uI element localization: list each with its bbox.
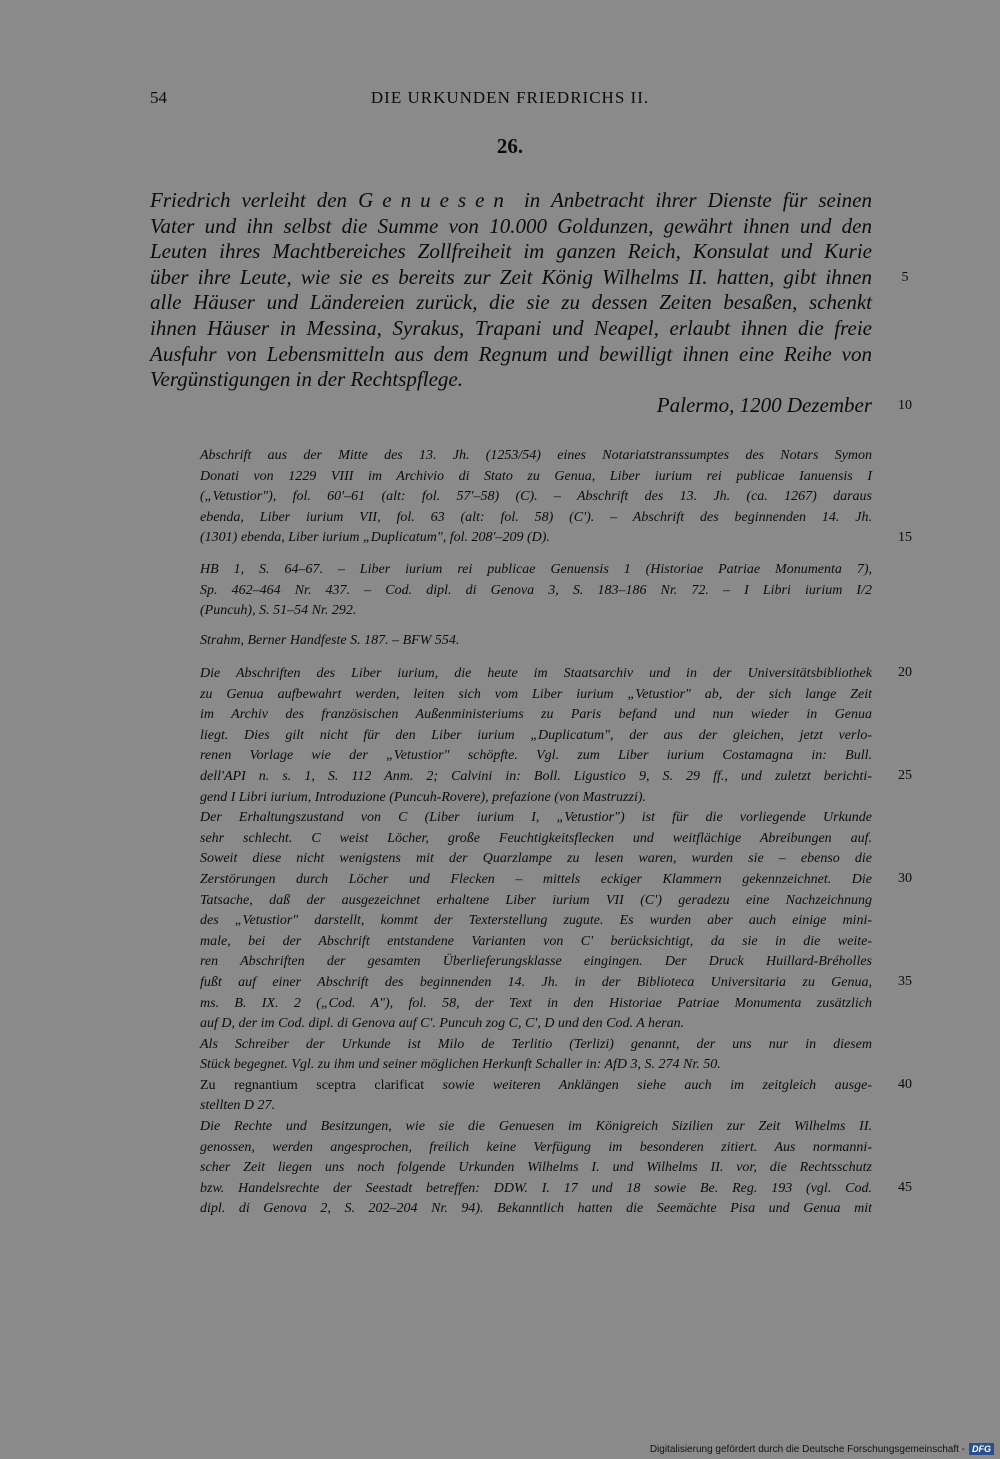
line-number: 25 [898, 768, 912, 783]
quoted-phrase: Zu regnantium sceptra clarificat [200, 1077, 425, 1093]
document-number: 26. [496, 134, 524, 158]
regest-line: ihnen Häuser in Messina, Syrakus, Trapani und Neapel, erlaubt ihnen die freie [150, 315, 872, 340]
note-line: liegt. Dies gilt nicht für den Liber iurium „Duplicatum", der aus der gleichen, jetzt verlo- [200, 727, 872, 743]
regesta-note [200, 631, 872, 652]
note-line: Der Erhaltungszustand von C (Liber iurium I, „Vetustior") ist für die vorliegende Urkunde [200, 810, 872, 826]
note-line: male, bei der Abschrift entstandene Varianten von C' berücksichtigt, da sie in die weite- [200, 933, 872, 949]
line-number: 30 [898, 871, 912, 886]
note-line: ms. B. IX. 2 („Cod. A"), fol. 58, der Text in den Historiae Patriae Monumenta zusätzlich [200, 995, 872, 1011]
note-line: fußt auf einer Abschrift des beginnenden 14. Jh. in der Biblioteca Universitaria zu Genua, [200, 974, 872, 990]
running-header [150, 88, 870, 114]
note-line: Tatsache, daß der ausgezeichnet erhaltene Liber iurium VII (C') geradezu eine Nachzeichnung [200, 892, 872, 908]
line-number: 15 [898, 530, 912, 545]
page-number: 54 [150, 88, 167, 107]
regest [150, 188, 872, 418]
note-line: ren Abschriften der gesamten Überlieferungsklasse eingingen. Der Druck Huillard-Bréholles [200, 954, 872, 970]
dating-clause: Palermo, 1200 Dezember [656, 392, 872, 417]
note-line: des „Vetustior" darstellt, kommt der Texterstellung zugute. Es wurden aber auch einige mini- [200, 913, 872, 929]
line-number: 10 [898, 398, 912, 413]
commentary [200, 664, 872, 1220]
line-number: 20 [898, 665, 912, 680]
digitization-credit [650, 1443, 994, 1455]
note-line: bzw. Handelsrechte der Seestadt betreffen: DDW. I. 17 und 18 sowie Be. Reg. 193 (vgl. Cod. [200, 1180, 872, 1196]
line-number: 35 [898, 974, 912, 989]
note-line: gend I Libri iurium, Introduzione (Puncuh-Rovere), prefazione (von Mastruzzi). [200, 789, 646, 805]
regest-line: über ihre Leute, wie sie es bereits zur Zeit König Wilhelms II. hatten, gibt ihnen [150, 264, 872, 289]
note-line: Als Schreiber der Urkunde ist Milo de Terlitio (Terlizi) genannt, der uns nur in diesem [200, 1036, 872, 1052]
note-line: sehr schlecht. C weist Löcher, große Feuchtigkeitsflecken und weitflächige Abreibungen auf. [200, 830, 872, 846]
note-line: stellten D 27. [200, 1098, 276, 1114]
note-line: Abschrift aus der Mitte des 13. Jh. (1253/54) eines Notariatstranssumptes des Notars Symon [200, 448, 872, 463]
note-text: sowie weiteren Anklängen siehe auch im zeitgleich ausge- [424, 1077, 872, 1093]
note-line: genossen, werden angesprochen, freilich keine Verfügung im besonderen zitiert. Aus normanni- [200, 1139, 872, 1155]
note-line: renen Vorlage wie der „Vetustior" schöpfte. Vgl. zum Liber iurium Costamagna in: Bull. [200, 748, 872, 764]
line-number: 40 [898, 1077, 912, 1092]
note-line: (1301) ebenda, Liber iurium „Duplicatum", fol. 208'–209 (D). [200, 530, 550, 546]
note-line: HB 1, S. 64–67. – Liber iurium rei publicae Genuensis 1 (Historiae Patriae Monumenta 7), [200, 562, 872, 577]
spaced-name: Genuesen [358, 188, 513, 212]
note-line: dipl. di Genova 2, S. 202–204 Nr. 94). Bekanntlich hatten die Seemächte Pisa und Genua mit [200, 1201, 872, 1217]
regest-line: alle Häuser und Ländereien zurück, die sie zu dessen Zeiten besaßen, schenkt [150, 290, 872, 315]
note-line: auf D, der im Cod. dipl. di Genova auf C'. Puncuh zog C, C', D und den Cod. A heran. [200, 1016, 685, 1032]
note-line: Stück begegnet. Vgl. zu ihm und seiner möglichen Herkunft Schaller in: AfD 3, S. 274 Nr. 50. [200, 1057, 721, 1073]
running-title: DIE URKUNDEN FRIEDRICHS II. [370, 88, 650, 107]
credit-text: Digitalisierung gefördert durch die Deutsche Forschungsgemeinschaft - [649, 1443, 965, 1455]
note-line: Soweit diese nicht wenigstens mit der Quarzlampe zu lesen waren, wurden sie – ebenso die [200, 851, 872, 867]
regest-line: Leuten ihres Machtbereiches Zollfreiheit im ganzen Reich, Konsulat und Kurie [150, 239, 872, 264]
note-line: Sp. 462–464 Nr. 437. – Cod. dipl. di Genova 3, S. 183–186 Nr. 72. – I Libri iurium I/2 [200, 582, 872, 598]
line-number: 5 [901, 270, 909, 285]
note-line: scher Zeit liegen uns noch folgende Urkunden Wilhelms I. und Wilhelms II. vor, die Rechtsschutz [200, 1160, 872, 1176]
tradition-note [200, 446, 872, 549]
regest-line: Ausfuhr von Lebensmitteln aus dem Regnum und bewilligt ihnen eine Reihe von [150, 341, 872, 366]
regest-line: Vergünstigungen in der Rechtspflege. [150, 367, 463, 392]
note-line: („Vetustior"), fol. 60'–61 (alt: fol. 57'–58) (C). – Abschrift des 13. Jh. (ca. 1267) daraus [200, 489, 872, 505]
line-number: 45 [898, 1180, 912, 1195]
note-line: zu Genua aufbewahrt werden, leiten sich vom Liber iurium „Vetustior" ab, der sich lange Zeit [200, 686, 872, 702]
note-line: ebenda, Liber iurium VII, fol. 63 (alt: fol. 58) (C'). – Abschrift des beginnenden 14. Jh. [200, 509, 872, 525]
dfg-logo: DFG [969, 1443, 994, 1455]
editions-note [200, 560, 872, 622]
regest-line: Vater und ihn selbst die Summe von 10.000 Goldunzen, gewährt ihnen und den [150, 213, 872, 238]
note-line: dell'API n. s. 1, S. 112 Anm. 2; Calvini in: Boll. Ligustico 9, S. 29 ff., und zuletzt berichti- [200, 768, 872, 784]
note-line [200, 1076, 872, 1097]
note-line: Strahm, Berner Handfeste S. 187. – BFW 554. [200, 633, 460, 648]
note-line: Zerstörungen durch Löcher und Flecken – mittels eckiger Klammern gekennzeichnet. Die [200, 871, 872, 887]
regest-line: Friedrich verleiht den Genuesen in Anbetracht ihrer Dienste für seinen [150, 188, 872, 212]
note-line: Die Abschriften des Liber iurium, die heute im Staatsarchiv und in der Universitätsbibliothek [200, 666, 872, 681]
note-line: Die Rechte und Besitzungen, wie sie die Genuesen im Königreich Sizilien zur Zeit Wilhelms II. [200, 1119, 872, 1135]
note-line: (Puncuh), S. 51–54 Nr. 292. [200, 603, 357, 619]
note-line: Donati von 1229 VIII im Archivio di Stato zu Genua, Liber iurium rei publicae Ianuensis I [200, 468, 872, 484]
note-line: im Archiv des französischen Außenministeriums zu Paris befand und nun wieder in Genua [200, 707, 872, 723]
